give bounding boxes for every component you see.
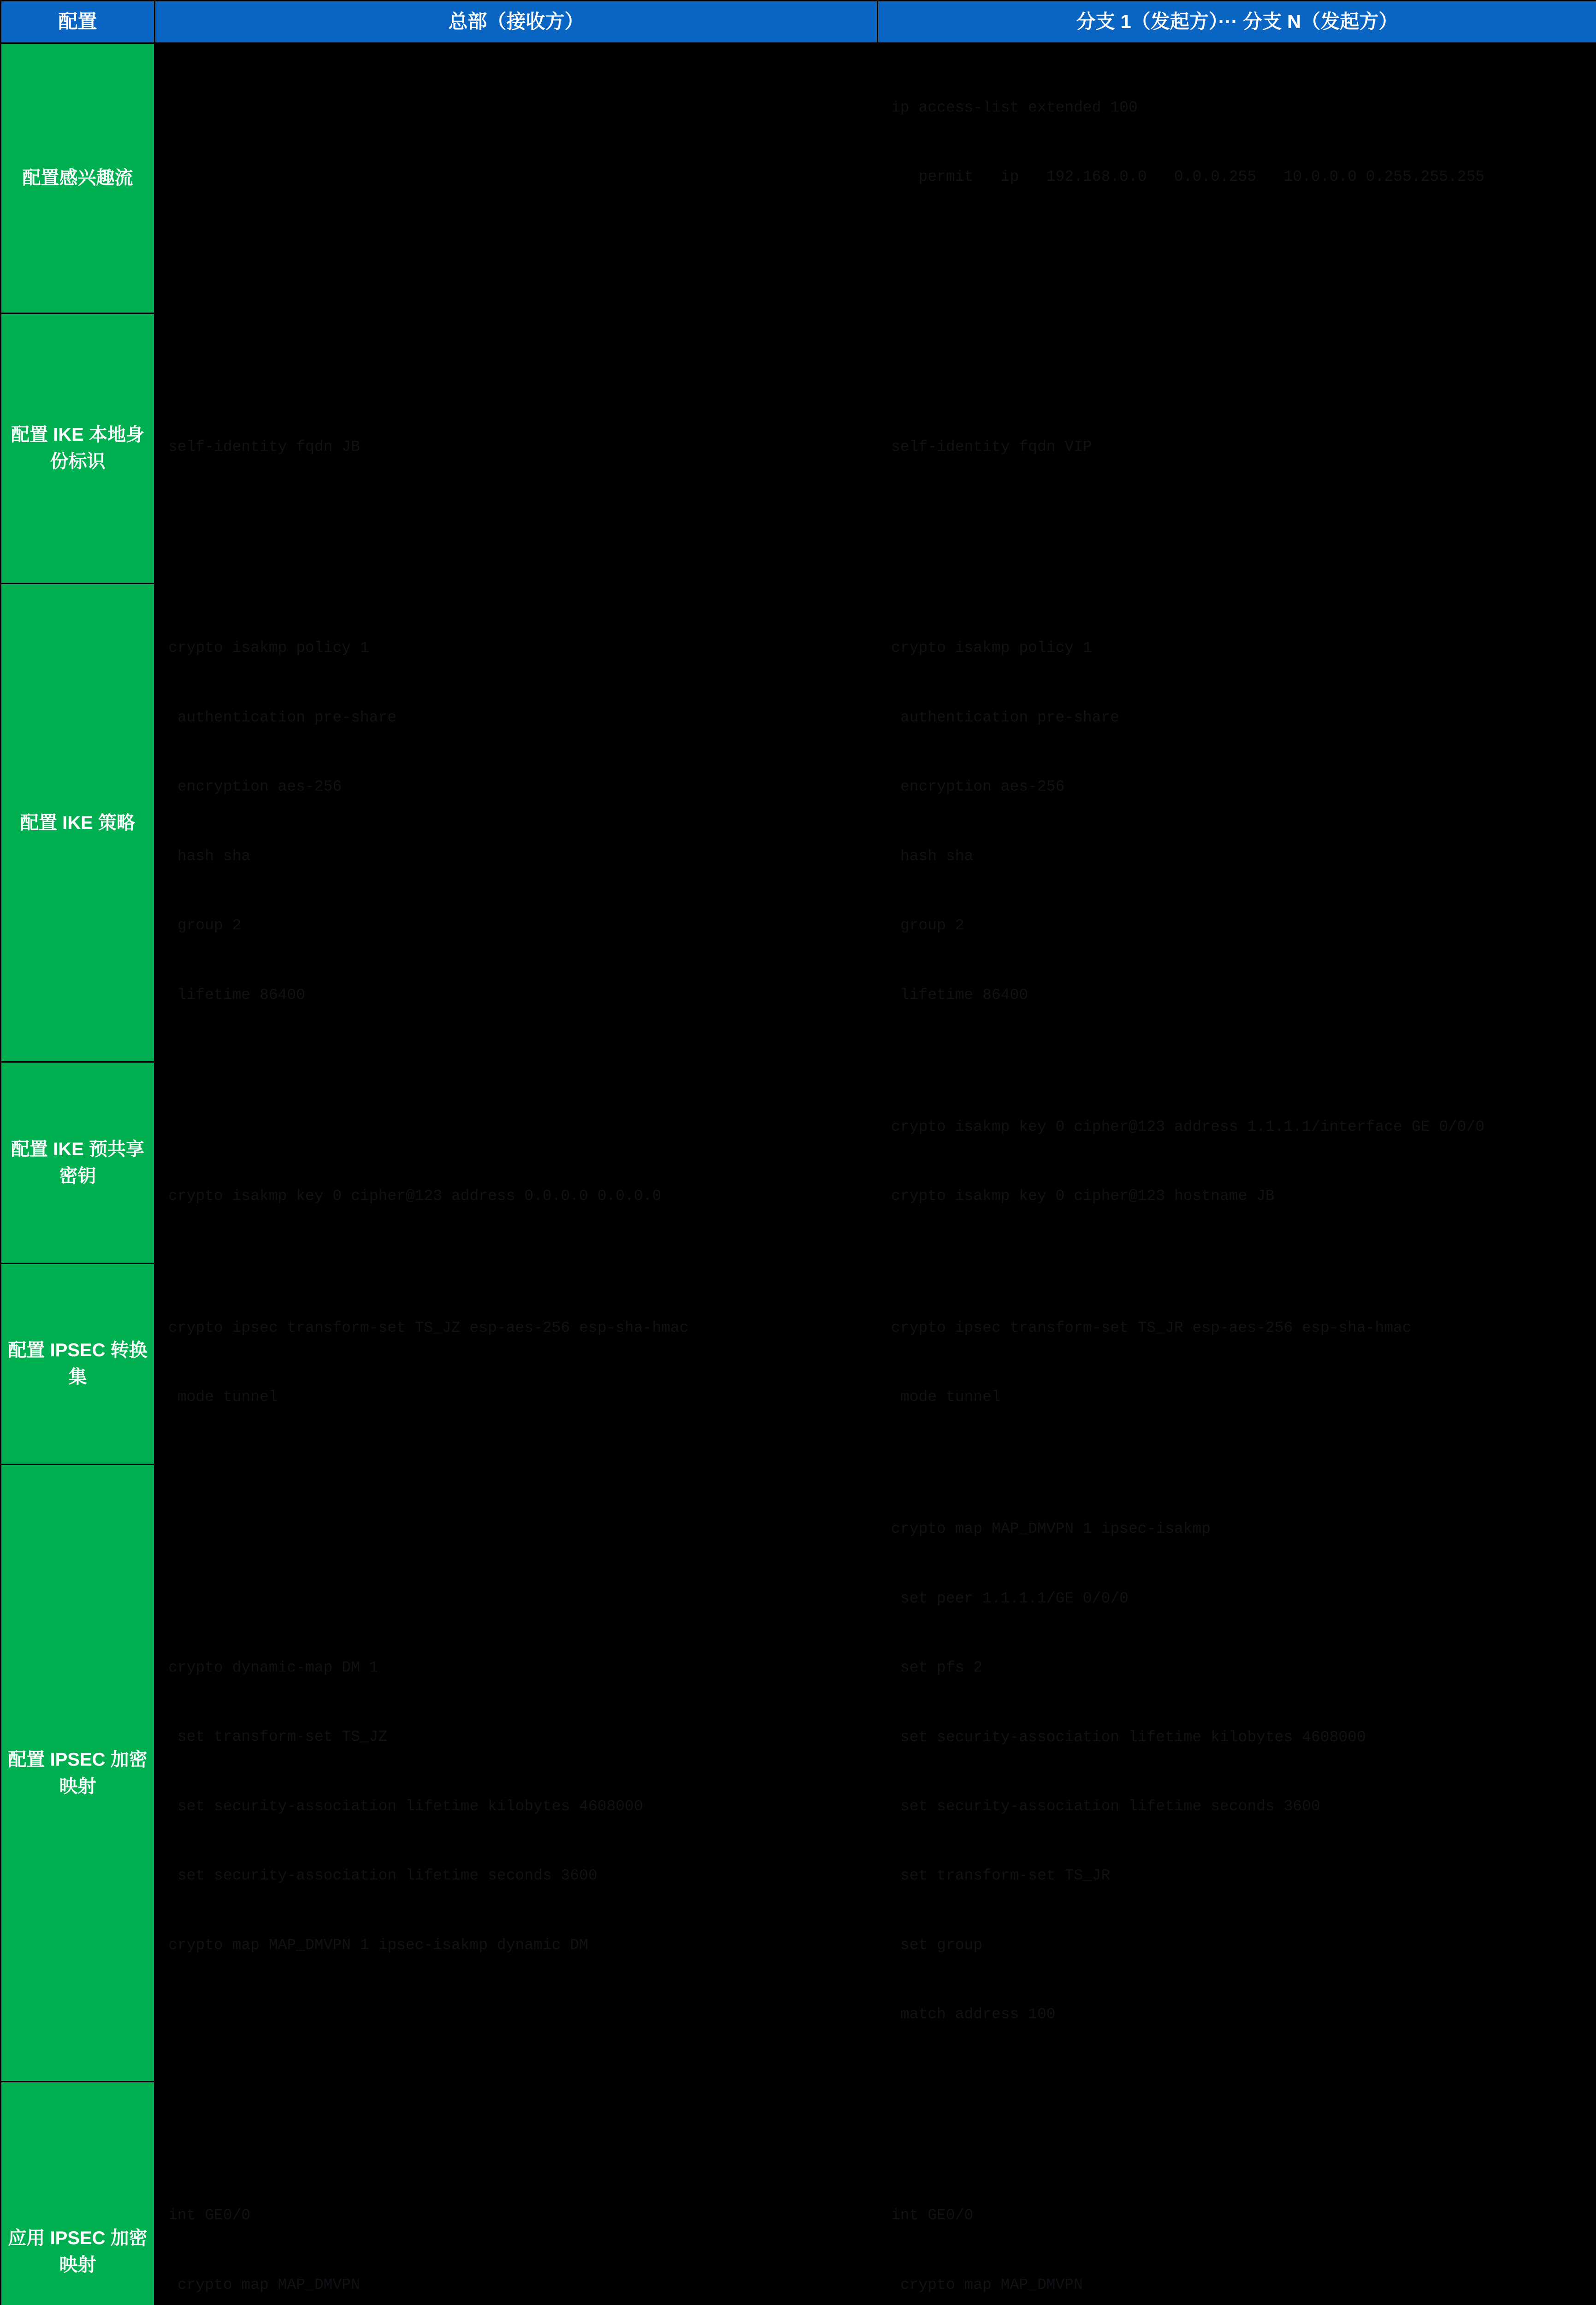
code-line: group 2 [891, 914, 1585, 937]
blank-line [891, 2135, 1585, 2158]
hq-config-apply-crypto-map [155, 2081, 878, 2305]
code-line: crypto isakmp policy 1 [168, 637, 866, 660]
branch-config-ipsec-transform-set [878, 1263, 1596, 1464]
table-row [1, 584, 1596, 1062]
code-line: lifetime 86400 [891, 984, 1585, 1007]
blank-line [168, 2135, 866, 2158]
code-line: set security-association lifetime seconds 3600 [168, 1864, 866, 1887]
branch-config-interesting-traffic [878, 43, 1596, 313]
table-header [1, 1, 1596, 43]
code-line: set security-association lifetime kilobytes 4608000 [891, 1726, 1585, 1749]
hq-config-ipsec-crypto-map [155, 1464, 878, 2081]
branch-config-ike-policy [878, 584, 1596, 1062]
branch-config-ike-local-identity [878, 313, 1596, 583]
code-line: set security-association lifetime seconds 3600 [891, 1795, 1585, 1818]
blank-line [891, 505, 1585, 528]
code-line: crypto ipsec transform-set TS_JZ esp-aes-256 esp-sha-hmac [168, 1317, 866, 1340]
code-line: set peer 1.1.1.1/GE 0/0/0 [891, 1587, 1585, 1610]
header-headquarters: 总部（接收方） [155, 1, 878, 43]
code-line: crypto isakmp key 0 cipher@123 address 1.1.1.1/interface GE 0/0/0 [891, 1116, 1585, 1139]
code-line: hash sha [891, 845, 1585, 868]
code-line: match address 100 [891, 2003, 1585, 2026]
code-line: lifetime 86400 [168, 984, 866, 1007]
code-line: crypto map MAP_DMVPN 1 ipsec-isakmp [891, 1518, 1585, 1541]
code-line: set pfs 2 [891, 1656, 1585, 1679]
code-line: int GE0/0 [891, 2204, 1585, 2227]
code-line: self-identity fqdn VIP [891, 436, 1585, 459]
code-line: set transform-set TS_JR [891, 1864, 1585, 1887]
code-line: crypto map MAP_DMVPN [168, 2274, 866, 2297]
blank-line [891, 366, 1585, 390]
code-line: crypto map MAP_DMVPN [891, 2274, 1585, 2297]
blank-line [168, 165, 866, 189]
branch-config-ike-preshared-key [878, 1062, 1596, 1263]
code-line: ip access-list extended 100 [891, 96, 1585, 119]
blank-line [168, 1587, 866, 1610]
blank-line [168, 505, 866, 528]
code-line: encryption aes-256 [891, 775, 1585, 798]
header-branches: 分支 1（发起方）··· 分支 N（发起方） [878, 1, 1596, 43]
code-line: authentication pre-share [891, 706, 1585, 729]
hq-config-ike-local-identity [155, 313, 878, 583]
row-label-ike-local-identity: 配置 IKE 本地身份标识 [1, 313, 155, 583]
code-line: group 2 [168, 914, 866, 937]
table-row [1, 1464, 1596, 2081]
blank-line [168, 235, 866, 258]
code-line: crypto isakmp key 0 cipher@123 address 0.0.0.0 0.0.0.0 [168, 1185, 866, 1208]
code-line: set group [891, 1934, 1585, 1957]
blank-line [168, 1518, 866, 1541]
row-label-ike-policy: 配置 IKE 策略 [1, 584, 155, 1062]
hq-config-ike-policy [155, 584, 878, 1062]
table-row [1, 2081, 1596, 2305]
code-line: mode tunnel [168, 1386, 866, 1409]
table-row [1, 43, 1596, 313]
code-line: crypto dynamic-map DM 1 [168, 1656, 866, 1679]
branch-config-ipsec-crypto-map [878, 1464, 1596, 2081]
code-line: crypto ipsec transform-set TS_JR esp-aes-256 esp-sha-hmac [891, 1317, 1585, 1340]
code-line: hash sha [168, 845, 866, 868]
code-line: self-identity fqdn JB [168, 436, 866, 459]
table-row [1, 1062, 1596, 1263]
code-line: mode tunnel [891, 1386, 1585, 1409]
branch-config-apply-crypto-map [878, 2081, 1596, 2305]
header-config: 配置 [1, 1, 155, 43]
table-header-row [1, 1, 1596, 43]
code-line: set transform-set TS_JZ [168, 1726, 866, 1749]
code-line: crypto isakmp policy 1 [891, 637, 1585, 660]
code-line: crypto map MAP_DMVPN 1 ipsec-isakmp dynamic DM [168, 1934, 866, 1957]
row-label-ipsec-transform-set: 配置 IPSEC 转换集 [1, 1263, 155, 1464]
code-line: authentication pre-share [168, 706, 866, 729]
blank-line [168, 366, 866, 390]
code-line: permit ip 192.168.0.0 0.0.0.255 10.0.0.0 0.255.255.255 [891, 165, 1585, 189]
code-line: set security-association lifetime kilobytes 4608000 [168, 1795, 866, 1818]
table-body [1, 43, 1596, 2305]
blank-line [168, 1116, 866, 1139]
row-label-ike-preshared-key: 配置 IKE 预共享密钥 [1, 1062, 155, 1263]
code-line: encryption aes-256 [168, 775, 866, 798]
hq-config-ipsec-transform-set [155, 1263, 878, 1464]
row-label-ipsec-crypto-map: 配置 IPSEC 加密映射 [1, 1464, 155, 2081]
table-row [1, 1263, 1596, 1464]
table-row [1, 313, 1596, 583]
blank-line [168, 96, 866, 119]
hq-config-ike-preshared-key [155, 1062, 878, 1263]
code-line: int GE0/0 [168, 2204, 866, 2227]
row-label-interesting-traffic: 配置感兴趣流 [1, 43, 155, 313]
row-label-apply-crypto-map: 应用 IPSEC 加密映射 [1, 2081, 155, 2305]
hq-config-interesting-traffic [155, 43, 878, 313]
code-line: crypto isakmp key 0 cipher@123 hostname JB [891, 1185, 1585, 1208]
